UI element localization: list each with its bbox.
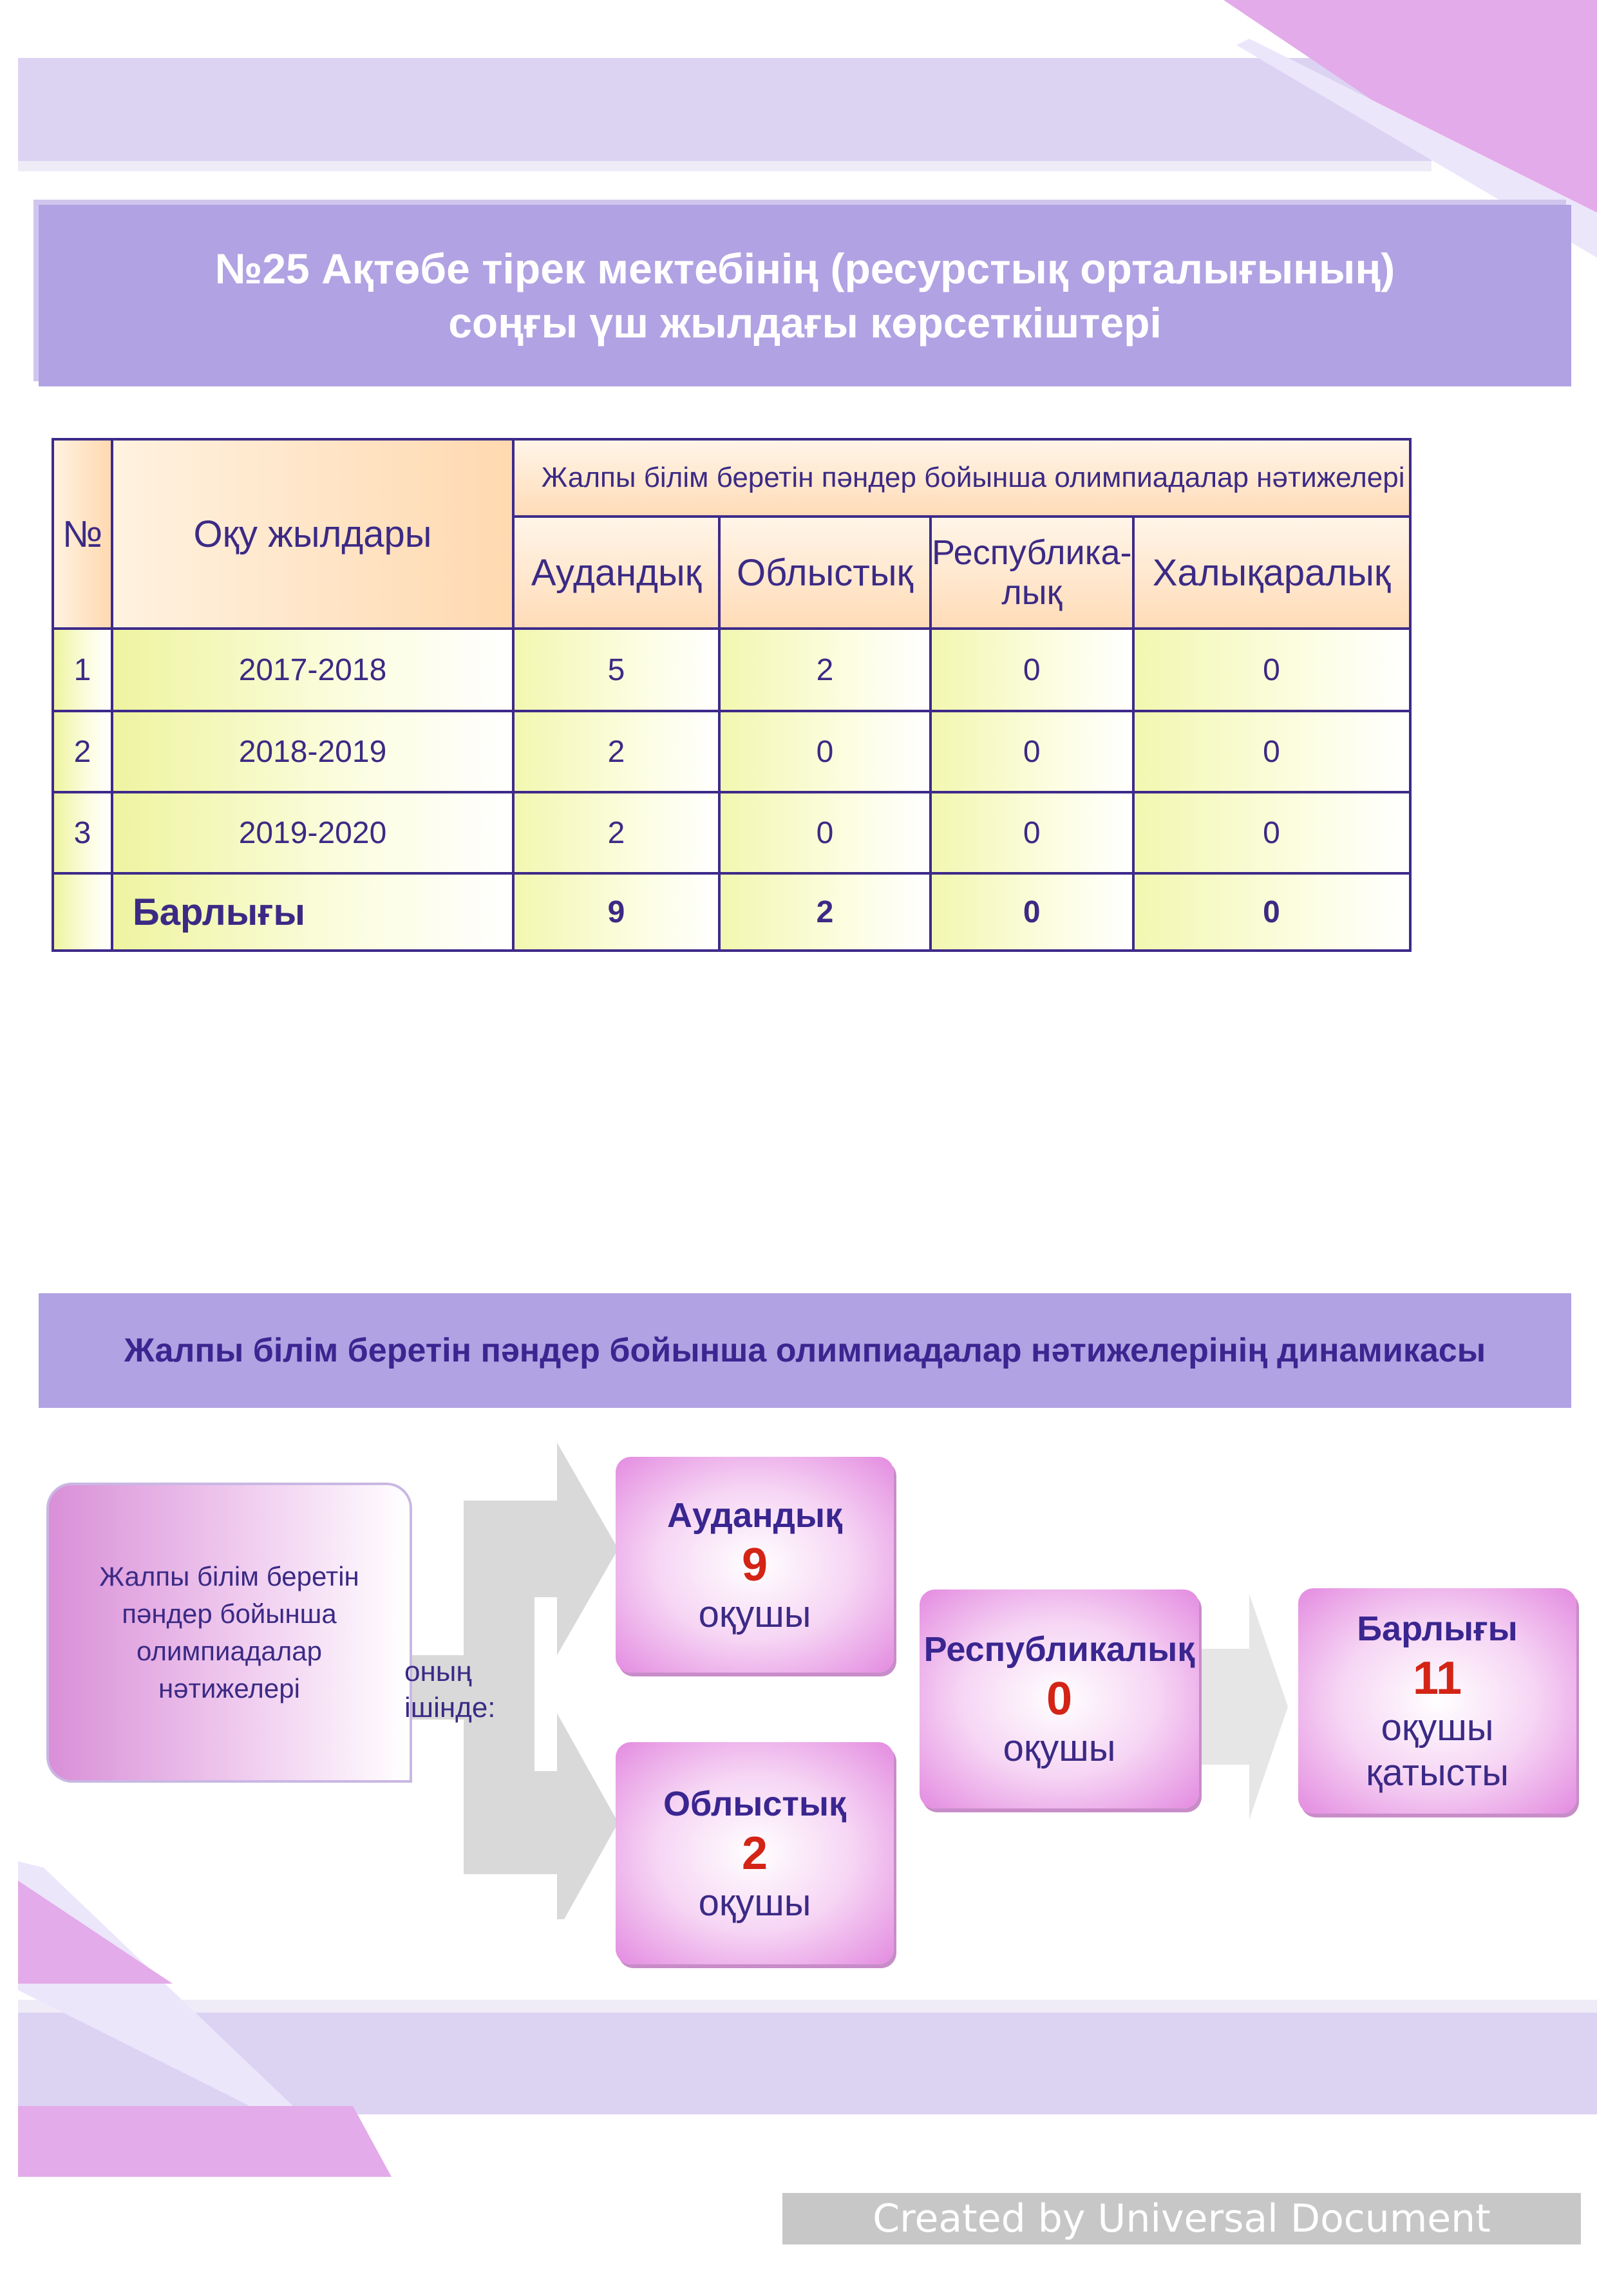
page-title-banner — [39, 205, 1571, 386]
district-result-box — [616, 1457, 894, 1673]
row-district-value: 5 — [513, 629, 719, 711]
row-republic-value: 0 — [931, 711, 1133, 792]
table-total-row — [53, 873, 1410, 951]
header-olympiad-results-group: Жалпы білім беретін пәндер бойынша олимпиадалар нәтижелері — [513, 439, 1410, 517]
republic-result-box — [920, 1589, 1199, 1808]
row-number: 2 — [53, 711, 112, 792]
table-row — [53, 711, 1410, 792]
bottom-left-corner-decor — [18, 1829, 404, 2190]
source-olympiad-results-text: Жалпы білім беретін пәндер бойынша олимпиадалар нәтижелері — [99, 1561, 359, 1703]
row-international-value: 0 — [1133, 629, 1410, 711]
total-result-unit-line-1: оқушы — [1381, 1707, 1494, 1749]
header-district: Аудандық — [513, 517, 719, 629]
row-international-value: 0 — [1133, 711, 1410, 792]
republic-result-unit: оқушы — [1003, 1727, 1116, 1769]
total-district-value: 9 — [513, 873, 719, 951]
region-result-unit: оқушы — [698, 1881, 811, 1924]
converter-watermark: Created by Universal Document Converter — [782, 2193, 1581, 2244]
row-republic-value: 0 — [931, 792, 1133, 873]
table-row — [53, 629, 1410, 711]
header-number: № — [53, 439, 112, 629]
total-result-box — [1298, 1588, 1576, 1814]
district-result-label: Аудандық — [666, 1495, 843, 1535]
dynamics-title-banner — [39, 1293, 1571, 1408]
page-title-line-1: №25 Ақтөбе тірек мектебінің (ресурстық орталығының) — [214, 245, 1395, 292]
row-number: 3 — [53, 792, 112, 873]
row-number: 1 — [53, 629, 112, 711]
table-row — [53, 792, 1410, 873]
row-district-value: 2 — [513, 711, 719, 792]
total-result-unit-line-2: қатысты — [1366, 1752, 1509, 1794]
region-result-label: Облыстық — [663, 1784, 847, 1823]
republic-result-label: Республикалық — [923, 1630, 1195, 1669]
region-result-value: 2 — [741, 1827, 768, 1879]
total-international-value: 0 — [1133, 873, 1410, 951]
page-title-line-2: соңғы үш жылдағы көрсеткіштері — [448, 299, 1162, 346]
total-region-value: 2 — [719, 873, 931, 951]
total-number-empty — [53, 873, 112, 951]
row-region-value: 0 — [719, 711, 931, 792]
row-region-value: 0 — [719, 792, 931, 873]
header-republic: Республика- лық — [931, 517, 1133, 629]
olympiad-results-table — [52, 438, 1412, 952]
republic-result-value: 0 — [1046, 1673, 1073, 1725]
row-international-value: 0 — [1133, 792, 1410, 873]
row-year: 2017-2018 — [112, 629, 513, 711]
total-republic-value: 0 — [931, 873, 1133, 951]
district-result-unit: оқушы — [698, 1593, 811, 1635]
of-which-label: оның ішінде: — [404, 1656, 496, 1723]
row-republic-value: 0 — [931, 629, 1133, 711]
row-region-value: 2 — [719, 629, 931, 711]
row-year: 2019-2020 — [112, 792, 513, 873]
row-district-value: 2 — [513, 792, 719, 873]
total-result-value: 11 — [1412, 1653, 1462, 1704]
district-result-value: 9 — [741, 1539, 768, 1591]
source-olympiad-results-box — [46, 1483, 412, 1783]
header-academic-years: Оқу жылдары — [112, 439, 513, 629]
header-region: Облыстық — [719, 517, 931, 629]
region-result-box — [616, 1742, 894, 1964]
total-result-label: Барлығы — [1357, 1609, 1518, 1648]
dynamics-title: Жалпы білім беретін пәндер бойынша олимпиадалар нәтижелерінің динамикасы — [124, 1332, 1486, 1369]
total-label: Барлығы — [112, 873, 513, 951]
header-international: Халықаралық — [1133, 517, 1410, 629]
row-year: 2018-2019 — [112, 711, 513, 792]
